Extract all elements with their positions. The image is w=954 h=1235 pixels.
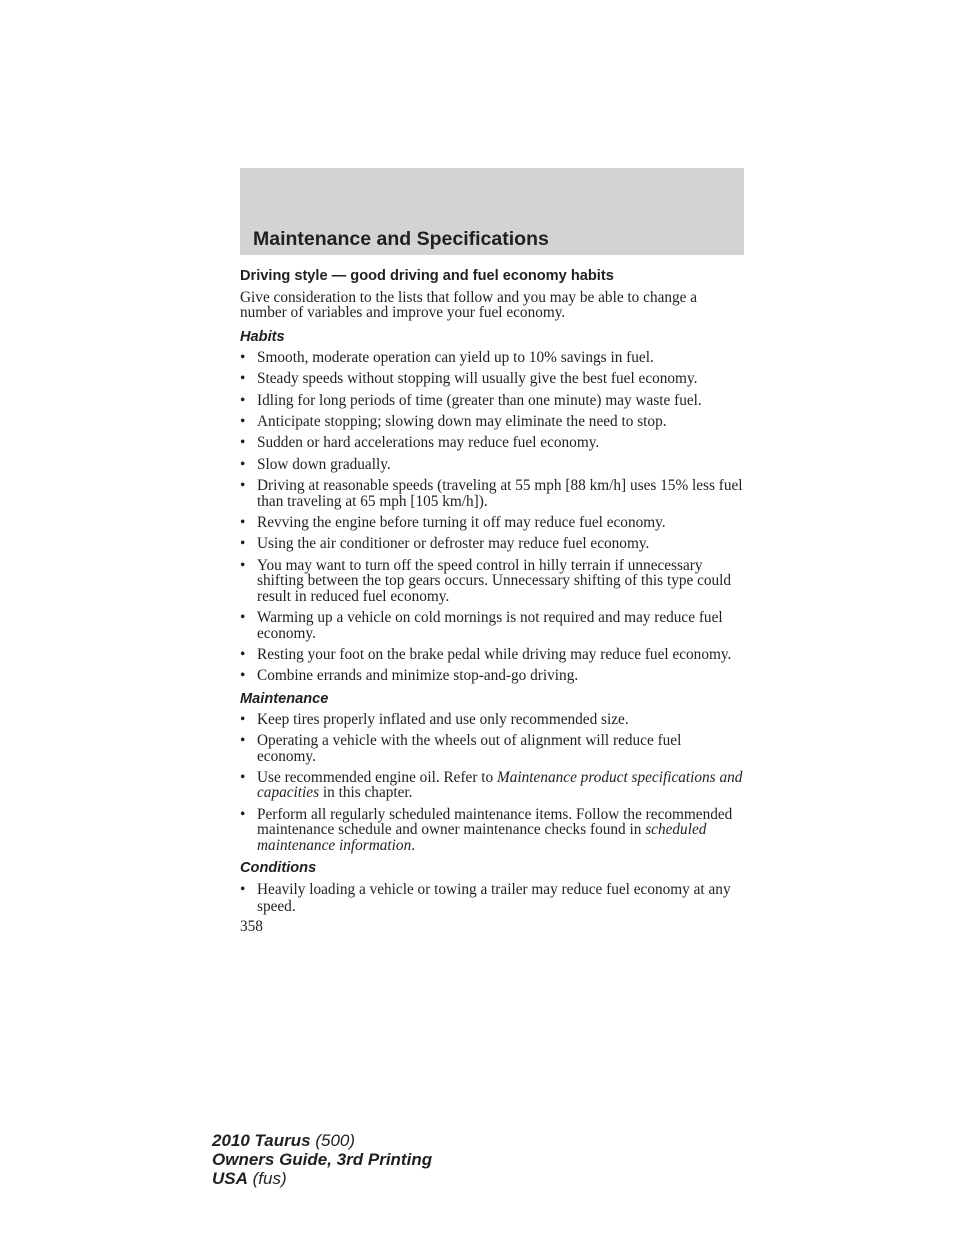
- item-text: Use recommended engine oil. Refer to: [257, 768, 497, 786]
- maintenance-heading: Maintenance: [240, 690, 329, 707]
- list-item: • Smooth, moderate operation can yield up to 10% savings in fuel.: [240, 350, 744, 365]
- cross-reference: Maintenance product specifications and capacities: [257, 768, 743, 802]
- list-item: • Heavily loading a vehicle or towing a trailer may reduce fuel economy at any speed.: [240, 881, 744, 915]
- item-text: Perform all regularly scheduled maintenance items. Follow the recommended maintenance schedule and owner maintenance checks found in: [257, 805, 733, 839]
- footer-line-model: 2010 Taurus (500): [212, 1131, 356, 1150]
- footer-line-market: USA (fus): [212, 1169, 287, 1188]
- section-heading: Driving style — good driving and fuel economy habits: [240, 268, 614, 284]
- list-item: • Warming up a vehicle on cold mornings is not required and may reduce fuel economy.: [240, 610, 744, 641]
- list-item: • Combine errands and minimize stop-and-go driving.: [240, 668, 744, 683]
- list-item: • Resting your foot on the brake pedal while driving may reduce fuel economy.: [240, 647, 744, 662]
- list-item: • Idling for long periods of time (greater than one minute) may waste fuel.: [240, 393, 744, 408]
- maintenance-list: [240, 712, 744, 853]
- conditions-heading: Conditions: [240, 859, 317, 876]
- habits-list: [240, 350, 744, 684]
- footer-line-guide: Owners Guide, 3rd Printing: [212, 1150, 433, 1169]
- main-content: [240, 267, 744, 934]
- list-item: • Slow down gradually.: [240, 457, 744, 472]
- list-item: • Using the air conditioner or defroster may reduce fuel economy.: [240, 536, 744, 551]
- header-band: [240, 168, 744, 255]
- item-text: in this chapter.: [319, 784, 413, 802]
- footer: [212, 1131, 432, 1188]
- cross-reference: scheduled maintenance information: [257, 821, 707, 854]
- item-text: .: [411, 836, 416, 854]
- conditions-list: [240, 881, 744, 915]
- list-item: • Keep tires properly inflated and use only recommended size.: [240, 712, 744, 727]
- list-item: • Anticipate stopping; slowing down may eliminate the need to stop.: [240, 414, 744, 429]
- list-item: [240, 807, 744, 853]
- intro-paragraph: Give consideration to the lists that follow and you may be able to change a number of variables and improve your fuel economy.: [240, 289, 698, 322]
- list-item: • You may want to turn off the speed control in hilly terrain if unnecessary shifting between the top gears occurs. Unnecessary shifting of this type could result in reduced fuel economy.: [240, 558, 744, 604]
- list-item: • Sudden or hard accelerations may reduce fuel economy.: [240, 435, 744, 450]
- list-item: [240, 770, 744, 801]
- list-item: • Driving at reasonable speeds (traveling at 55 mph [88 km/h] uses 15% less fuel than traveling at 65 mph [105 km/h]).: [240, 478, 744, 509]
- page-title: Maintenance and Specifications: [253, 228, 549, 250]
- habits-heading: Habits: [240, 328, 285, 345]
- page-number: 358: [240, 917, 263, 935]
- list-item: • Revving the engine before turning it off may reduce fuel economy.: [240, 515, 744, 530]
- list-item: • Operating a vehicle with the wheels out of alignment will reduce fuel economy.: [240, 733, 744, 764]
- list-item: • Steady speeds without stopping will usually give the best fuel economy.: [240, 371, 744, 386]
